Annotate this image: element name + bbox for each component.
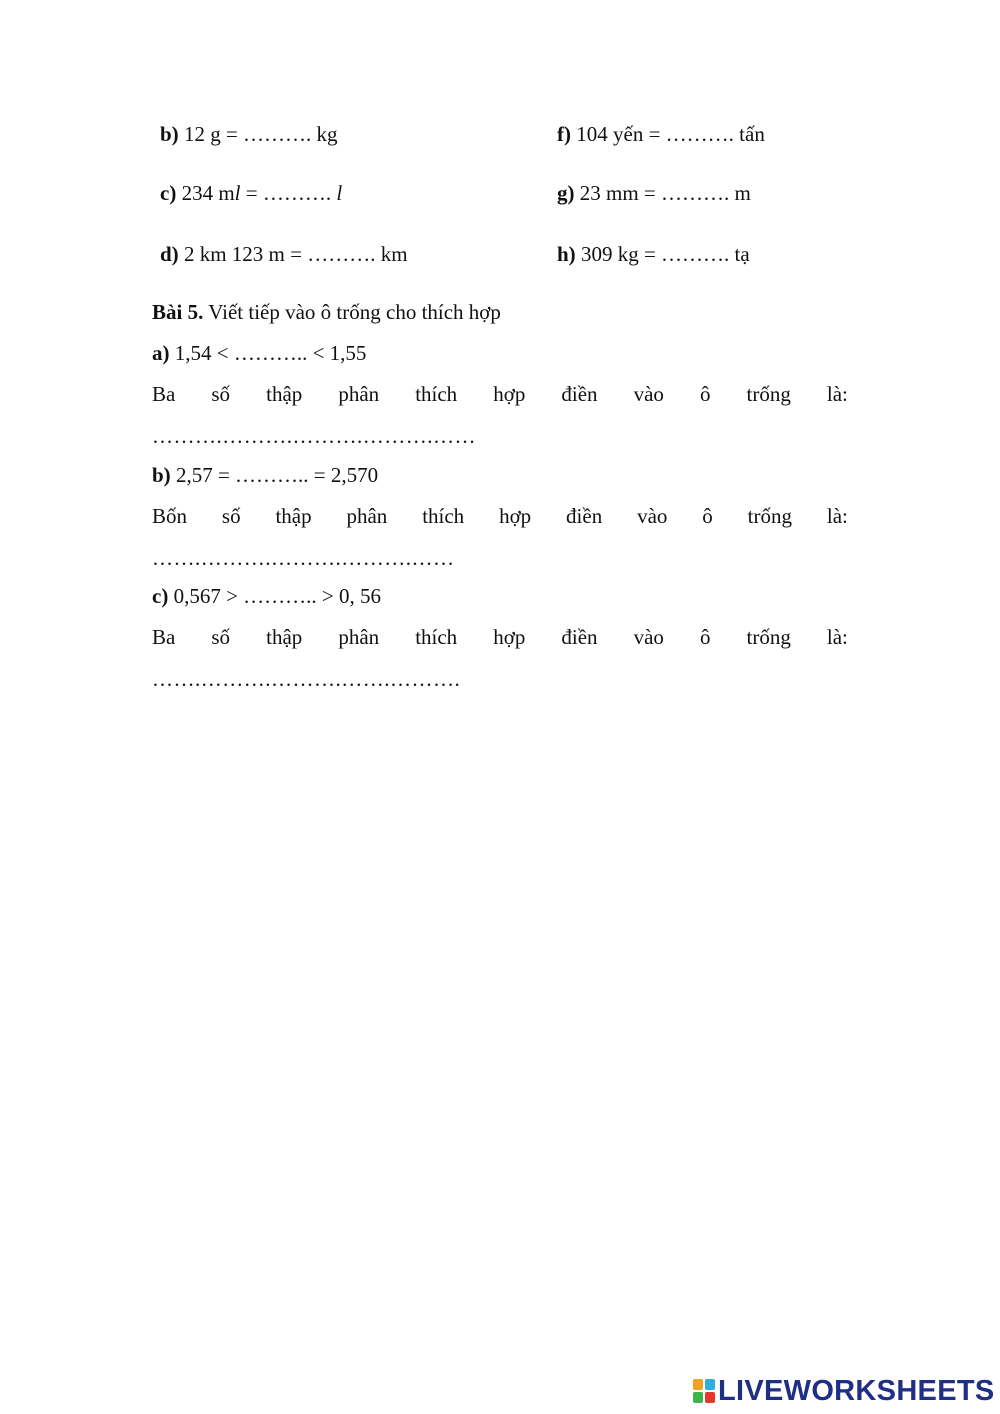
prompt-word: trống	[746, 625, 791, 649]
prompt-word: ô	[699, 625, 711, 649]
exercise-number: Bài 5.	[152, 300, 204, 324]
prompt-word: hợp	[493, 382, 526, 406]
conversion-item-b	[160, 122, 338, 147]
item-label: f)	[557, 122, 571, 146]
prompt-word: vào	[633, 382, 664, 406]
item-text: 234 m	[176, 181, 235, 205]
prompt-word: thập	[266, 625, 303, 649]
prompt-word: số	[211, 382, 231, 406]
exercise-instruction: Viết tiếp vào ô trống cho thích hợp	[203, 300, 501, 324]
part-label: a)	[152, 341, 170, 365]
item-text: 104 yến = ………. tấn	[571, 122, 765, 146]
prompt-word: điền	[561, 625, 598, 649]
item-text: = ……….	[240, 181, 337, 205]
item-label: g)	[557, 181, 575, 205]
prompt-word: Bốn	[152, 504, 188, 528]
logo-text: LIVEWORKSHEETS	[718, 1374, 995, 1407]
part-c-answer-line: …….……….……….…….……….	[152, 667, 461, 691]
part-b-prompt	[152, 504, 848, 529]
prompt-word: điền	[566, 504, 603, 528]
prompt-word: thích	[415, 382, 458, 406]
conversion-item-g	[557, 181, 751, 206]
prompt-word: là:	[826, 504, 848, 528]
prompt-word: số	[221, 504, 241, 528]
prompt-word: thập	[266, 382, 303, 406]
item-text: 23 mm = ………. m	[574, 181, 751, 205]
prompt-word: là:	[826, 382, 848, 406]
prompt-word: vào	[633, 625, 664, 649]
part-label: b)	[152, 463, 171, 487]
unit-liter: l	[336, 181, 343, 205]
part-a-answer-line: ……….……….……….……….……	[152, 424, 476, 448]
prompt-word: phân	[338, 382, 380, 406]
prompt-word: số	[211, 625, 231, 649]
prompt-word: Ba	[152, 625, 176, 649]
item-text: 309 kg = ………. tạ	[575, 242, 750, 266]
prompt-word: là:	[826, 625, 848, 649]
part-b-expression	[152, 463, 848, 488]
item-label: h)	[557, 242, 576, 266]
prompt-word: thích	[415, 625, 458, 649]
item-label: c)	[160, 181, 177, 205]
part-expression: 1,54 < ……….. < 1,55	[169, 341, 367, 365]
prompt-word: vào	[637, 504, 668, 528]
prompt-word: điền	[561, 382, 598, 406]
item-label: b)	[160, 122, 179, 146]
prompt-word: hợp	[493, 625, 526, 649]
prompt-word: phân	[346, 504, 388, 528]
logo-grid-icon	[693, 1379, 715, 1403]
part-expression: 0,567 > ……….. > 0, 56	[168, 584, 382, 608]
part-c-prompt	[152, 625, 848, 650]
exercise-title	[152, 300, 848, 325]
prompt-word: trống	[746, 382, 791, 406]
prompt-word: hợp	[499, 504, 532, 528]
prompt-word: ô	[699, 382, 711, 406]
item-label: d)	[160, 242, 179, 266]
item-text: 12 g = ………. kg	[178, 122, 338, 146]
part-label: c)	[152, 584, 169, 608]
prompt-word: phân	[338, 625, 380, 649]
liveworksheets-logo	[693, 1376, 995, 1406]
conversion-item-d	[160, 242, 408, 267]
prompt-word: trống	[747, 504, 792, 528]
prompt-word: thập	[275, 504, 312, 528]
part-a-expression	[152, 341, 848, 366]
prompt-word: thích	[422, 504, 465, 528]
part-b-answer-line: …….……….……….……….……	[152, 546, 455, 570]
prompt-word: ô	[702, 504, 713, 528]
part-expression: 2,57 = ……….. = 2,570	[170, 463, 379, 487]
prompt-word: Ba	[152, 382, 176, 406]
conversion-item-c	[160, 181, 342, 206]
conversion-item-f	[557, 122, 765, 147]
part-c-expression	[152, 584, 848, 609]
conversion-item-h	[557, 242, 750, 267]
item-text: 2 km 123 m = ………. km	[178, 242, 408, 266]
part-a-prompt	[152, 382, 848, 407]
unit-liter: l	[234, 181, 241, 205]
